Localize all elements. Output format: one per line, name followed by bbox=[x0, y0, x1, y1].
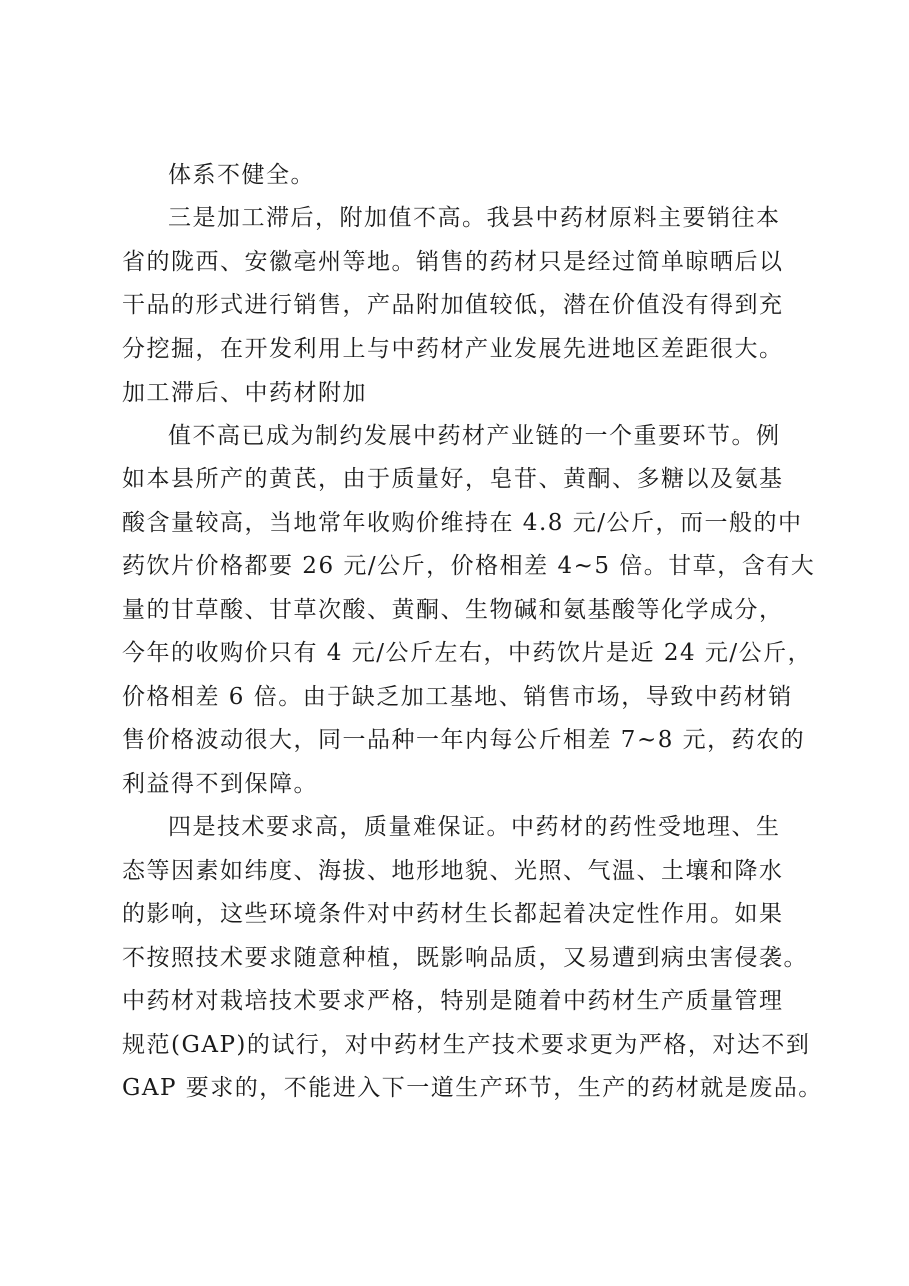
paragraph-line: 今年的收购价只有 4 元/公斤左右，中药饮片是近 24 元/公斤， bbox=[122, 640, 813, 666]
paragraph-line: 的影响，这些环境条件对中药材生长都起着决定性作用。如果 bbox=[122, 901, 784, 927]
paragraph-line: 体系不健全。 bbox=[168, 162, 315, 188]
paragraph-line: 价格相差 6 倍。由于缺乏加工基地、销售市场，导致中药材销 bbox=[122, 684, 793, 710]
paragraph-line: 加工滞后、中药材附加 bbox=[122, 380, 367, 406]
paragraph-line: 干品的形式进行销售，产品附加值较低，潜在价值没有得到充 bbox=[122, 292, 784, 318]
paragraph-line: 四是技术要求高，质量难保证。中药材的药性受地理、生 bbox=[168, 814, 781, 840]
paragraph-line: 药饮片价格都要 26 元/公斤，价格相差 4~5 倍。甘草，含有大 bbox=[122, 553, 816, 579]
paragraph-line: 值不高已成为制约发展中药材产业链的一个重要环节。例 bbox=[168, 423, 781, 449]
paragraph-line: GAP 要求的，不能进入下一道生产环节，生产的药材就是废品。 bbox=[122, 1075, 823, 1101]
paragraph-line: 三是加工滞后，附加值不高。我县中药材原料主要销往本 bbox=[168, 205, 781, 231]
paragraph-line: 中药材对栽培技术要求严格，特别是随着中药材生产质量管理 bbox=[122, 988, 784, 1014]
paragraph-line: 利益得不到保障。 bbox=[122, 771, 318, 797]
paragraph-line: 省的陇西、安徽亳州等地。销售的药材只是经过简单晾晒后以 bbox=[122, 249, 784, 275]
paragraph-line: 不按照技术要求随意种植，既影响品质，又易遭到病虫害侵袭。 bbox=[122, 945, 808, 971]
paragraph-line: 量的甘草酸、甘草次酸、黄酮、生物碱和氨基酸等化学成分， bbox=[122, 597, 784, 623]
paragraph-line: 分挖掘，在开发利用上与中药材产业发展先进地区差距很大。 bbox=[122, 336, 784, 362]
paragraph-line: 规范(GAP)的试行，对中药材生产技术要求更为严格，对达不到 bbox=[122, 1032, 811, 1058]
paragraph-line: 态等因素如纬度、海拔、地形地貌、光照、气温、土壤和降水 bbox=[122, 858, 784, 884]
paragraph-line: 酸含量较高，当地常年收购价维持在 4.8 元/公斤，而一般的中 bbox=[122, 510, 803, 536]
paragraph-line: 售价格波动很大，同一品种一年内每公斤相差 7~8 元，药农的 bbox=[122, 727, 806, 753]
paragraph-line: 如本县所产的黄芪，由于质量好，皂苷、黄酮、多糖以及氨基 bbox=[122, 466, 784, 492]
